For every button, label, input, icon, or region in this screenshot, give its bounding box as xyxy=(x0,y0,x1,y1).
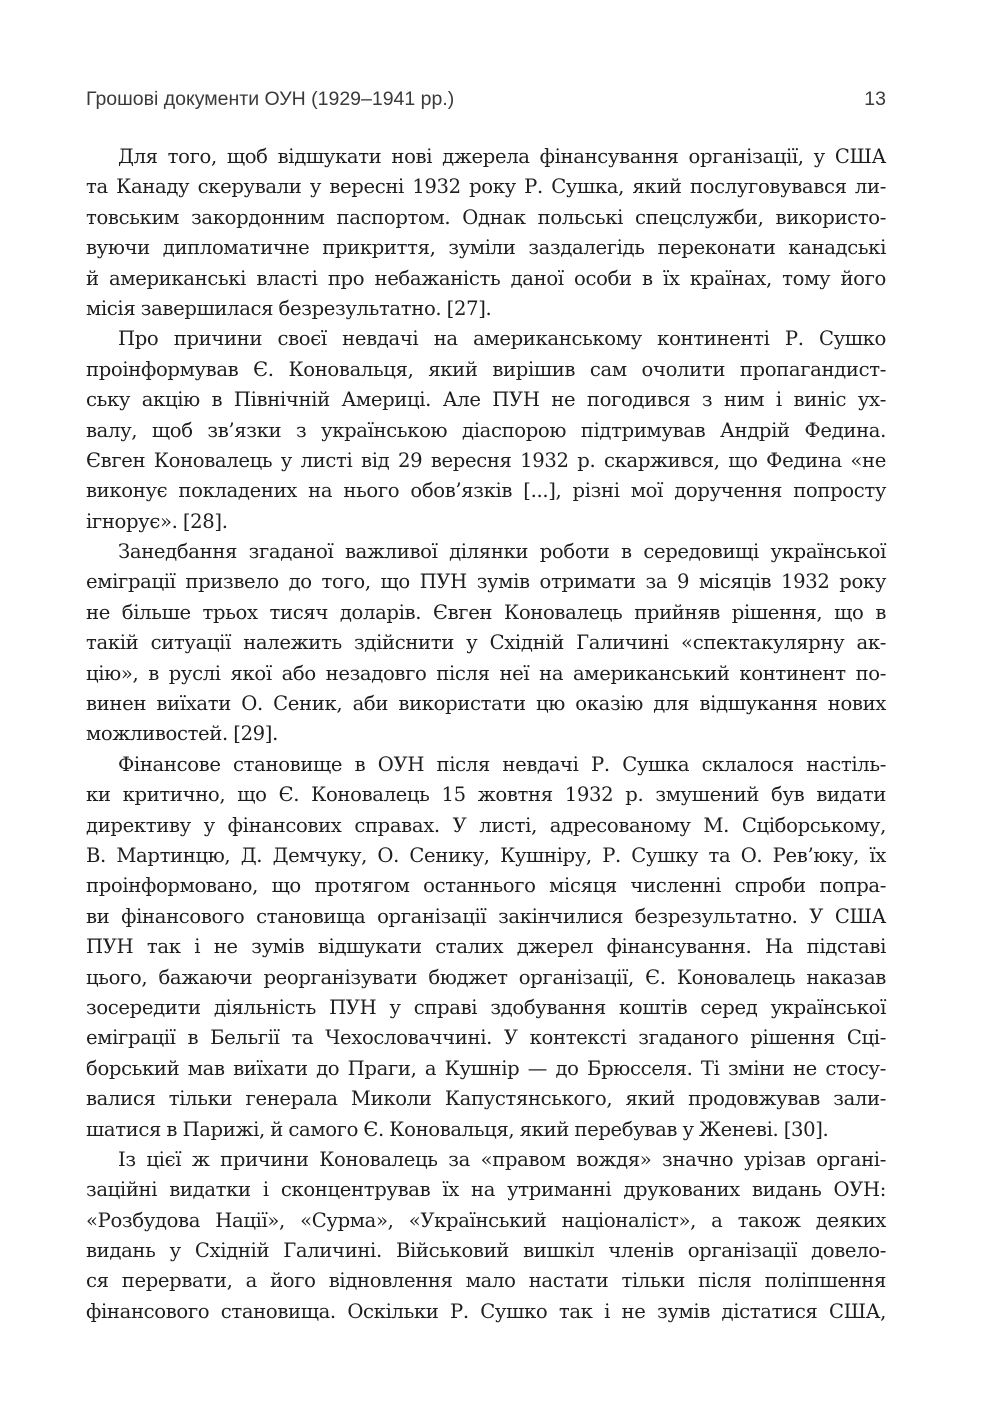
text-line: ПУН так і не зумів відшукати сталих джерел фінансування. На підставі xyxy=(86,935,886,959)
text-line: фінансового становища. Оскільки Р. Сушко так і не зумів дістатися США, xyxy=(86,1299,886,1323)
text-line: директиву у фінансових справах. У листі, адресованому М. Сціборському, xyxy=(86,813,886,837)
paragraph xyxy=(86,537,886,750)
text-line: Євген Коновалець у листі від 29 вересня 1932 р. скаржився, що Федина «не xyxy=(86,448,886,472)
running-head-title: Грошові документи ОУН (1929–1941 рр.) xyxy=(86,88,455,110)
text-line: цього, бажаючи реорганізувати бюджет організації, Є. Коновалець наказав xyxy=(86,965,886,989)
text-line: та Канаду скерували у вересні 1932 року Р. Сушка, який послуговувався ли- xyxy=(86,175,886,199)
text-line: Про причини своєї невдачі на американському континенті Р. Сушко xyxy=(118,327,886,351)
text-line: заційні видатки і сконцентрував їх на утриманні друкованих видань ОУН: xyxy=(86,1178,886,1202)
text-line: товським закордонним паспортом. Однак польські спецслужби, використо- xyxy=(86,205,886,229)
text-line: «Розбудова Нації», «Сурма», «Український націоналіст», а також деяких xyxy=(86,1208,886,1232)
text-line: винен виїхати О. Сеник, аби використати цю оказію для відшукання нових xyxy=(86,692,886,716)
paragraph xyxy=(86,324,886,537)
text-line: ки критично, що Є. Коновалець 15 жовтня 1932 р. змушений був видати xyxy=(86,783,886,807)
text-line: В. Мартинцю, Д. Демчуку, О. Сенику, Кушніру, Р. Сушку та О. Рев’юку, їх xyxy=(86,843,886,867)
text-line: проінформовано, що протягом останнього місяця численні спроби попра- xyxy=(86,874,886,898)
text-line: борський мав виїхати до Праги, а Кушнір — до Брюсселя. Ті зміни не стосу- xyxy=(86,1056,886,1080)
paragraph xyxy=(86,1145,886,1327)
paragraph xyxy=(86,142,886,324)
text-line: Фінансове становище в ОУН після невдачі Р. Сушка склалося настіль- xyxy=(118,752,886,776)
text-line: валися тільки генерала Миколи Капустянського, який продовжував зали- xyxy=(86,1087,886,1111)
text-line: ся перервати, а його відновлення мало настати тільки після поліпшення xyxy=(86,1269,886,1293)
text-line: валу, щоб зв’язки з українською діаспорою підтримував Андрій Федина. xyxy=(86,418,886,442)
text-line: місія завершилася безрезультатно. [27]. xyxy=(86,296,492,320)
page-number: 13 xyxy=(864,88,886,110)
text-line: не більше трьох тисяч доларів. Євген Коновалець прийняв рішення, що в xyxy=(86,600,886,624)
text-line: цію», в руслі якої або незадовго після неї на американський континент по- xyxy=(86,661,886,685)
text-line: ви фінансового становища організації закінчилися безрезультатно. У США xyxy=(86,904,886,928)
text-line: виконує покладених на нього обов’язків [...], різні мої доручення попросту xyxy=(86,479,886,503)
text-line: еміграції в Бельгії та Чехословаччині. У контексті згаданого рішення Сці- xyxy=(86,1026,886,1050)
text-line: проінформував Є. Коновальця, який вирішив сам очолити пропагандист- xyxy=(86,357,886,381)
text-line: видань у Східній Галичині. Військовий вишкіл членів організації довело- xyxy=(86,1239,886,1263)
text-line: вуючи дипломатичне прикриття, зуміли заздалегідь переконати канадські xyxy=(86,236,886,260)
text-line: ігнорує». [28]. xyxy=(86,509,228,533)
text-line: ську акцію в Північній Америці. Але ПУН не погодився з ним і виніс ух- xyxy=(86,388,886,412)
text-line: зосередити діяльність ПУН у справі здобування коштів серед української xyxy=(86,995,886,1019)
text-line: Занедбання згаданої важливої ділянки роботи в середовищі української xyxy=(118,540,886,564)
paragraph xyxy=(86,750,886,1145)
text-line: еміграції призвело до того, що ПУН зумів отримати за 9 місяців 1932 року xyxy=(86,570,886,594)
body-text xyxy=(86,142,886,1327)
text-line: такій ситуації належить здійснити у Східній Галичині «спектакулярну ак- xyxy=(86,631,886,655)
text-line: Для того, щоб відшукати нові джерела фінансування організації, у США xyxy=(118,145,886,168)
running-head xyxy=(86,88,886,114)
text-line: можливостей. [29]. xyxy=(86,722,278,746)
text-line: шатися в Парижі, й самого Є. Коновальця, який перебував у Женеві. [30]. xyxy=(86,1117,829,1141)
text-line: й американські власті про небажаність даної особи в їх країнах, тому його xyxy=(86,266,886,290)
text-line: Із цієї ж причини Коновалець за «правом вождя» значно урізав органі- xyxy=(118,1147,886,1171)
